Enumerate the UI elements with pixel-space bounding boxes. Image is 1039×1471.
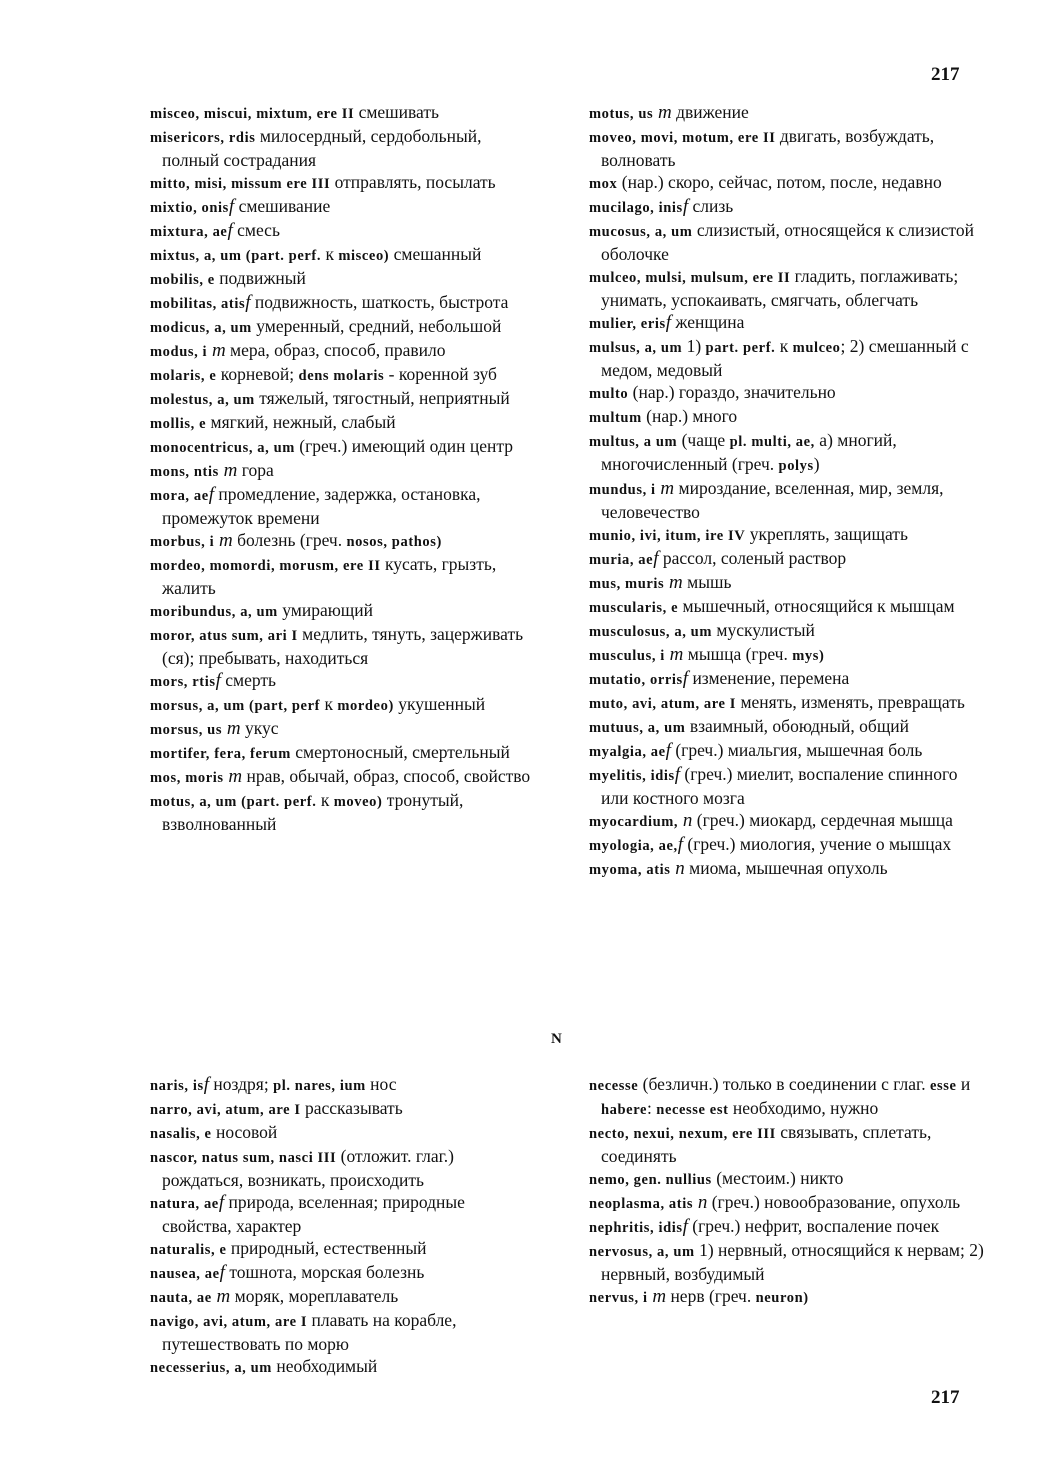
dictionary-entry bbox=[150, 101, 535, 125]
latin-term: mutuus, a, um bbox=[589, 720, 686, 736]
latin-term: musculus, i bbox=[589, 648, 665, 664]
gender-marker: f bbox=[228, 196, 235, 217]
dictionary-entry bbox=[589, 1239, 989, 1285]
latin-term: mulceo bbox=[792, 340, 841, 356]
translation-text: (местоим.) никто bbox=[711, 1168, 844, 1188]
latin-term: nauta, ae bbox=[150, 1290, 212, 1306]
dictionary-entry bbox=[150, 765, 535, 789]
translation-text: носовой bbox=[211, 1122, 278, 1142]
dictionary-column-n-left bbox=[150, 1073, 535, 1379]
dictionary-entry bbox=[589, 429, 989, 477]
dictionary-entry bbox=[589, 195, 989, 219]
latin-term: part. perf. bbox=[705, 340, 776, 356]
gender-marker: f bbox=[208, 484, 215, 505]
latin-term: myologia, ae, bbox=[589, 838, 678, 854]
dictionary-column-n-right bbox=[589, 1073, 989, 1309]
latin-term: mons, ntis bbox=[150, 464, 219, 480]
dictionary-entry bbox=[150, 483, 535, 529]
dictionary-entry bbox=[589, 667, 989, 691]
latin-term: nascor, natus sum, nasci III bbox=[150, 1150, 337, 1166]
dictionary-entry bbox=[589, 125, 989, 171]
translation-text: (греч.) миелит, воспаление спинного или костного мозга bbox=[601, 764, 958, 808]
translation-text: смертоносный, смертельный bbox=[290, 742, 510, 762]
latin-term: motus, a, um (part. perf. bbox=[150, 794, 317, 810]
gender-marker: m bbox=[664, 572, 683, 593]
gender-marker: m bbox=[207, 340, 226, 361]
dictionary-entry bbox=[589, 1121, 989, 1167]
latin-term: esse bbox=[929, 1078, 957, 1094]
translation-text: ) bbox=[813, 454, 820, 474]
dictionary-entry bbox=[150, 1191, 535, 1237]
translation-text: необходимо, нужно bbox=[728, 1098, 879, 1118]
dictionary-entry bbox=[150, 599, 535, 623]
dictionary-entry bbox=[589, 547, 989, 571]
gender-marker: f bbox=[245, 292, 251, 313]
gender-marker: f bbox=[665, 312, 672, 333]
latin-term: mobilis, e bbox=[150, 272, 215, 288]
translation-text: а) многий, многочисленный (греч. bbox=[601, 430, 897, 474]
translation-text: (нар.) скоро, сейчас, потом, после, недавно bbox=[617, 172, 942, 192]
dictionary-entry bbox=[150, 195, 535, 219]
latin-term: morsus, us bbox=[150, 722, 223, 738]
dictionary-entry bbox=[589, 335, 989, 381]
dictionary-entry bbox=[150, 387, 535, 411]
dictionary-entry bbox=[589, 739, 989, 763]
gender-marker: n bbox=[693, 1192, 708, 1213]
translation-text: (безличн.) только в соединении с глаг. bbox=[638, 1074, 930, 1094]
dictionary-entry bbox=[150, 553, 535, 599]
translation-text: подвижный bbox=[214, 268, 306, 288]
latin-term: musculosus, a, um bbox=[589, 624, 713, 640]
translation-text: менять, изменять, превращать bbox=[736, 692, 965, 712]
dictionary-entry bbox=[150, 267, 535, 291]
translation-text: укреплять, защищать bbox=[745, 524, 908, 544]
latin-term: mulceo, mulsi, mulsum, ere II bbox=[589, 270, 791, 286]
gender-marker: m bbox=[653, 102, 672, 123]
gender-marker: f bbox=[674, 764, 681, 785]
translation-text: медлить, тянуть, зацерживать (ся); пребывать, находиться bbox=[162, 624, 524, 668]
translation-text: (греч.) миокард, сердечная мышца bbox=[692, 810, 953, 830]
gender-marker: f bbox=[215, 670, 221, 691]
latin-term: multo bbox=[589, 386, 629, 402]
translation-text: кусать, грызть, жалить bbox=[162, 554, 497, 598]
translation-text: природа, вселенная; природные свойства, характер bbox=[162, 1192, 465, 1236]
latin-term: dens molaris bbox=[298, 368, 385, 384]
dictionary-entry bbox=[150, 669, 535, 693]
latin-term: nephritis, idis bbox=[589, 1220, 683, 1236]
dictionary-entry bbox=[589, 219, 989, 265]
dictionary-entry bbox=[150, 291, 535, 315]
latin-term: myelitis, idis bbox=[589, 768, 675, 784]
latin-term: motus, us bbox=[589, 106, 654, 122]
gender-marker: f bbox=[665, 740, 671, 761]
gender-marker: f bbox=[682, 196, 689, 217]
translation-text: взаимный, обоюдный, общий bbox=[685, 716, 910, 736]
dictionary-entry bbox=[150, 411, 535, 435]
latin-term: moror, atus sum, ari I bbox=[150, 628, 298, 644]
translation-text: умирающий bbox=[277, 600, 373, 620]
dictionary-entry bbox=[150, 1237, 535, 1261]
translation-text: болезнь (греч. bbox=[232, 530, 347, 550]
dictionary-entry bbox=[589, 1191, 989, 1215]
translation-text: к bbox=[316, 790, 334, 810]
dictionary-entry bbox=[150, 1355, 535, 1379]
gender-marker: n bbox=[670, 858, 685, 879]
translation-text: отправлять, посылать bbox=[330, 172, 496, 192]
latin-term: nervosus, a, um bbox=[589, 1244, 695, 1260]
latin-term: nemo, gen. nullius bbox=[589, 1172, 712, 1188]
dictionary-entry bbox=[150, 693, 535, 717]
translation-text: (греч.) миология, учение о мышцах bbox=[683, 834, 952, 854]
dictionary-entry bbox=[150, 1309, 535, 1355]
translation-text: к bbox=[320, 694, 338, 714]
latin-term: multus, a um bbox=[589, 434, 678, 450]
translation-text: милосердный, сердобольный, полный сострадания bbox=[162, 126, 482, 170]
latin-term: munio, ivi, itum, ire IV bbox=[589, 528, 746, 544]
dictionary-column-m-right bbox=[589, 101, 989, 881]
latin-term: monocentricus, a, um bbox=[150, 440, 295, 456]
latin-term: mora, ae bbox=[150, 488, 209, 504]
latin-term: mox bbox=[589, 176, 618, 192]
translation-text: рассол, соленый раствор bbox=[658, 548, 847, 568]
latin-term: myocardium, bbox=[589, 814, 679, 830]
dictionary-entry bbox=[150, 1285, 535, 1309]
latin-term: muria, ae bbox=[589, 552, 654, 568]
latin-term: mixtio, onis bbox=[150, 200, 229, 216]
translation-text: тошнота, морская болезнь bbox=[224, 1262, 425, 1282]
gender-marker: f bbox=[203, 1074, 210, 1095]
translation-text: умеренный, средний, небольшой bbox=[251, 316, 502, 336]
translation-text: и bbox=[956, 1074, 971, 1094]
gender-marker: f bbox=[677, 834, 684, 855]
dictionary-entry bbox=[589, 1215, 989, 1239]
latin-term: multum bbox=[589, 410, 642, 426]
dictionary-entry bbox=[150, 1261, 535, 1285]
latin-term: polys bbox=[778, 458, 814, 474]
translation-text: необходимый bbox=[271, 1356, 378, 1376]
gender-marker: m bbox=[218, 460, 238, 481]
translation-text: 1) нервный, относящийся к нервам; 2) нервный, возбудимый bbox=[601, 1240, 984, 1284]
latin-term: myalgia, ae bbox=[589, 744, 666, 760]
translation-text: корневой; bbox=[216, 364, 299, 384]
latin-term: mulier, eris bbox=[589, 316, 666, 332]
dictionary-entry bbox=[150, 339, 535, 363]
dictionary-entry bbox=[150, 789, 535, 835]
dictionary-entry bbox=[589, 571, 989, 595]
translation-text: природный, естественный bbox=[226, 1238, 427, 1258]
translation-text: мера, образ, способ, правило bbox=[225, 340, 446, 360]
latin-term: myoma, atis bbox=[589, 862, 671, 878]
dictionary-entry bbox=[589, 1167, 989, 1191]
latin-term: mordeo, momordi, morusm, ere II bbox=[150, 558, 381, 574]
translation-text: (греч.) новообразование, опухоль bbox=[707, 1192, 961, 1212]
latin-term: mundus, i bbox=[589, 482, 656, 498]
gender-marker: m bbox=[222, 718, 241, 739]
latin-term: mulsus, a, um bbox=[589, 340, 683, 356]
dictionary-entry bbox=[589, 857, 989, 881]
latin-term: misceo, miscui, mixtum, ere II bbox=[150, 106, 355, 122]
dictionary-entry bbox=[589, 691, 989, 715]
translation-text: движение bbox=[671, 102, 749, 122]
latin-term: molestus, a, um bbox=[150, 392, 255, 408]
dictionary-entry bbox=[150, 243, 535, 267]
latin-term: mos, moris bbox=[150, 770, 224, 786]
translation-text: плавать на корабле, путешествовать по морю bbox=[162, 1310, 457, 1354]
latin-term: mordeo) bbox=[337, 698, 394, 714]
dictionary-entry bbox=[589, 405, 989, 429]
dictionary-entry bbox=[589, 1285, 989, 1309]
translation-text: мягкий, нежный, слабый bbox=[206, 412, 396, 432]
dictionary-entry bbox=[150, 219, 535, 243]
translation-text: слизь bbox=[688, 196, 734, 216]
dictionary-entry bbox=[150, 623, 535, 669]
latin-term: pl. multi, ae, bbox=[729, 434, 815, 450]
dictionary-entry bbox=[589, 809, 989, 833]
latin-term: mobilitas, atis bbox=[150, 296, 246, 312]
latin-term: habere bbox=[601, 1102, 648, 1118]
gender-marker: f bbox=[219, 1262, 225, 1283]
dictionary-entry bbox=[589, 763, 989, 809]
latin-term: mys) bbox=[792, 648, 825, 664]
gender-marker: m bbox=[223, 766, 243, 787]
latin-term: muscularis, e bbox=[589, 600, 679, 616]
gender-marker: f bbox=[682, 668, 689, 689]
latin-term: morbus, i bbox=[150, 534, 215, 550]
dictionary-entry bbox=[150, 1097, 535, 1121]
latin-term: molaris, e bbox=[150, 368, 217, 384]
dictionary-entry bbox=[150, 717, 535, 741]
dictionary-entry bbox=[150, 1073, 535, 1097]
translation-text: смешивание bbox=[234, 196, 331, 216]
translation-text: мышечный, относящийся к мышцам bbox=[678, 596, 955, 616]
dictionary-entry bbox=[150, 171, 535, 195]
dictionary-entry bbox=[150, 1145, 535, 1191]
latin-term: mucosus, a, um bbox=[589, 224, 693, 240]
translation-text: (отложит. глаг.) рождаться, возникать, происходить bbox=[162, 1146, 455, 1190]
translation-text: укушенный bbox=[393, 694, 486, 714]
latin-term: narro, avi, atum, are I bbox=[150, 1102, 301, 1118]
translation-text: 1) bbox=[682, 336, 706, 356]
latin-term: moribundus, a, um bbox=[150, 604, 278, 620]
gender-marker: m bbox=[211, 1286, 231, 1307]
gender-marker: m bbox=[655, 478, 675, 499]
translation-text: смешанный bbox=[389, 244, 482, 264]
dictionary-entry bbox=[589, 265, 989, 311]
latin-term: pl. nares, ium bbox=[273, 1078, 366, 1094]
translation-text: промедление, задержка, остановка, промежуток времени bbox=[162, 484, 481, 528]
dictionary-entry bbox=[589, 715, 989, 739]
latin-term: necesse est bbox=[656, 1102, 729, 1118]
dictionary-entry bbox=[589, 833, 989, 857]
translation-text: к bbox=[321, 244, 339, 264]
gender-marker: f bbox=[227, 220, 233, 241]
latin-term: mutatio, orris bbox=[589, 672, 683, 688]
translation-text: смерть bbox=[220, 670, 277, 690]
translation-text: смесь bbox=[232, 220, 280, 240]
translation-text: (греч.) нефрит, воспаление почек bbox=[687, 1216, 940, 1236]
gender-marker: f bbox=[218, 1192, 225, 1213]
translation-text: подвижность, шаткость, быстрота bbox=[250, 292, 509, 312]
latin-term: mucilago, inis bbox=[589, 200, 683, 216]
translation-text: ноздря; bbox=[209, 1074, 274, 1094]
latin-term: mus, muris bbox=[589, 576, 665, 592]
translation-text: тяжелый, тягостный, неприятный bbox=[254, 388, 510, 408]
latin-term: nasalis, e bbox=[150, 1126, 212, 1142]
latin-term: muto, avi, atum, are I bbox=[589, 696, 737, 712]
dictionary-entry bbox=[589, 523, 989, 547]
gender-marker: n bbox=[678, 810, 693, 831]
translation-text: двигать, возбуждать, волновать bbox=[601, 126, 935, 170]
latin-term: mixtus, a, um (part. perf. bbox=[150, 248, 322, 264]
translation-text: рассказывать bbox=[300, 1098, 403, 1118]
translation-text: ; 2) смешанный с медом, медовый bbox=[601, 336, 969, 380]
latin-term: mixtura, ae bbox=[150, 224, 228, 240]
latin-term: necto, nexui, nexum, ere III bbox=[589, 1126, 776, 1142]
translation-text: (греч.) имеющий один центр bbox=[294, 436, 513, 456]
dictionary-entry bbox=[589, 643, 989, 667]
translation-text: женщина bbox=[671, 312, 745, 332]
gender-marker: m bbox=[647, 1286, 667, 1307]
page-number-bottom: 217 bbox=[931, 1387, 960, 1408]
gender-marker: f bbox=[682, 1216, 688, 1237]
translation-text: нерв (греч. bbox=[666, 1286, 756, 1306]
dictionary-entry bbox=[150, 315, 535, 339]
translation-text: связывать, сплетать, соединять bbox=[601, 1122, 932, 1166]
dictionary-entry bbox=[589, 311, 989, 335]
latin-term: naturalis, e bbox=[150, 1242, 227, 1258]
page-number-top: 217 bbox=[931, 64, 960, 85]
translation-text: - коренной зуб bbox=[384, 364, 497, 384]
gender-marker: f bbox=[653, 548, 659, 569]
translation-text: смешивать bbox=[354, 102, 439, 122]
dictionary-entry bbox=[589, 381, 989, 405]
translation-text: гора bbox=[237, 460, 274, 480]
latin-term: modus, i bbox=[150, 344, 208, 360]
translation-text: (нар.) много bbox=[641, 406, 738, 426]
latin-term: mitto, misi, missum ere III bbox=[150, 176, 331, 192]
latin-term: mors, rtis bbox=[150, 674, 216, 690]
translation-text: (чаще bbox=[677, 430, 730, 450]
latin-term: misceo) bbox=[338, 248, 390, 264]
dictionary-entry bbox=[150, 459, 535, 483]
latin-term: neuron) bbox=[755, 1290, 809, 1306]
dictionary-entry bbox=[589, 477, 989, 523]
gender-marker: m bbox=[214, 530, 233, 551]
latin-term: nosos, pathos) bbox=[346, 534, 442, 550]
latin-term: mollis, e bbox=[150, 416, 207, 432]
latin-term: neoplasma, atis bbox=[589, 1196, 694, 1212]
translation-text: моряк, мореплаватель bbox=[230, 1286, 399, 1306]
dictionary-entry bbox=[150, 125, 535, 171]
latin-term: mortifer, fera, ferum bbox=[150, 746, 291, 762]
dictionary-entry bbox=[589, 101, 989, 125]
translation-text: (нар.) гораздо, значительно bbox=[628, 382, 836, 402]
dictionary-entry bbox=[589, 595, 989, 619]
translation-text: мироздание, вселенная, мир, земля, человечество bbox=[601, 478, 944, 522]
translation-text: к bbox=[775, 336, 793, 356]
latin-term: naris, is bbox=[150, 1078, 204, 1094]
latin-term: navigo, avi, atum, are I bbox=[150, 1314, 308, 1330]
latin-term: moveo) bbox=[333, 794, 383, 810]
dictionary-entry bbox=[150, 1121, 535, 1145]
translation-text: мускулистый bbox=[712, 620, 815, 640]
translation-text: тронутый, взволнованный bbox=[162, 790, 464, 834]
latin-term: misericors, rdis bbox=[150, 130, 256, 146]
latin-term: natura, ae bbox=[150, 1196, 219, 1212]
gender-marker: m bbox=[664, 644, 684, 665]
dictionary-entry bbox=[150, 363, 535, 387]
translation-text: изменение, перемена bbox=[688, 668, 850, 688]
latin-term: moveo, movi, motum, ere II bbox=[589, 130, 776, 146]
latin-term: morsus, a, um (part, perf bbox=[150, 698, 321, 714]
latin-term: necesserius, a, um bbox=[150, 1360, 272, 1376]
translation-text: нрав, обычай, образ, способ, свойство bbox=[242, 766, 531, 786]
translation-text: гладить, поглаживать; унимать, успокаивать, смягчать, облегчать bbox=[601, 266, 959, 310]
latin-term: necesse bbox=[589, 1078, 639, 1094]
section-heading-n: N bbox=[551, 1031, 562, 1047]
dictionary-entry bbox=[589, 1073, 989, 1121]
dictionary-entry bbox=[589, 619, 989, 643]
dictionary-entry bbox=[150, 529, 535, 553]
latin-term: nervus, i bbox=[589, 1290, 648, 1306]
translation-text: слизистый, относящейся к слизистой оболочке bbox=[601, 220, 974, 264]
translation-text: нос bbox=[365, 1074, 397, 1094]
translation-text: укус bbox=[240, 718, 279, 738]
latin-term: modicus, a, um bbox=[150, 320, 252, 336]
translation-text: миома, мышечная опухоль bbox=[684, 858, 888, 878]
dictionary-entry bbox=[150, 741, 535, 765]
dictionary-entry bbox=[589, 171, 989, 195]
latin-term: nausea, ae bbox=[150, 1266, 220, 1282]
translation-text: (греч.) миальгия, мышечная боль bbox=[670, 740, 923, 760]
translation-text: мышца (греч. bbox=[683, 644, 793, 664]
translation-text: мышь bbox=[682, 572, 732, 592]
translation-text: : bbox=[647, 1098, 657, 1118]
dictionary-entry bbox=[150, 435, 535, 459]
dictionary-column-m-left bbox=[150, 101, 535, 835]
